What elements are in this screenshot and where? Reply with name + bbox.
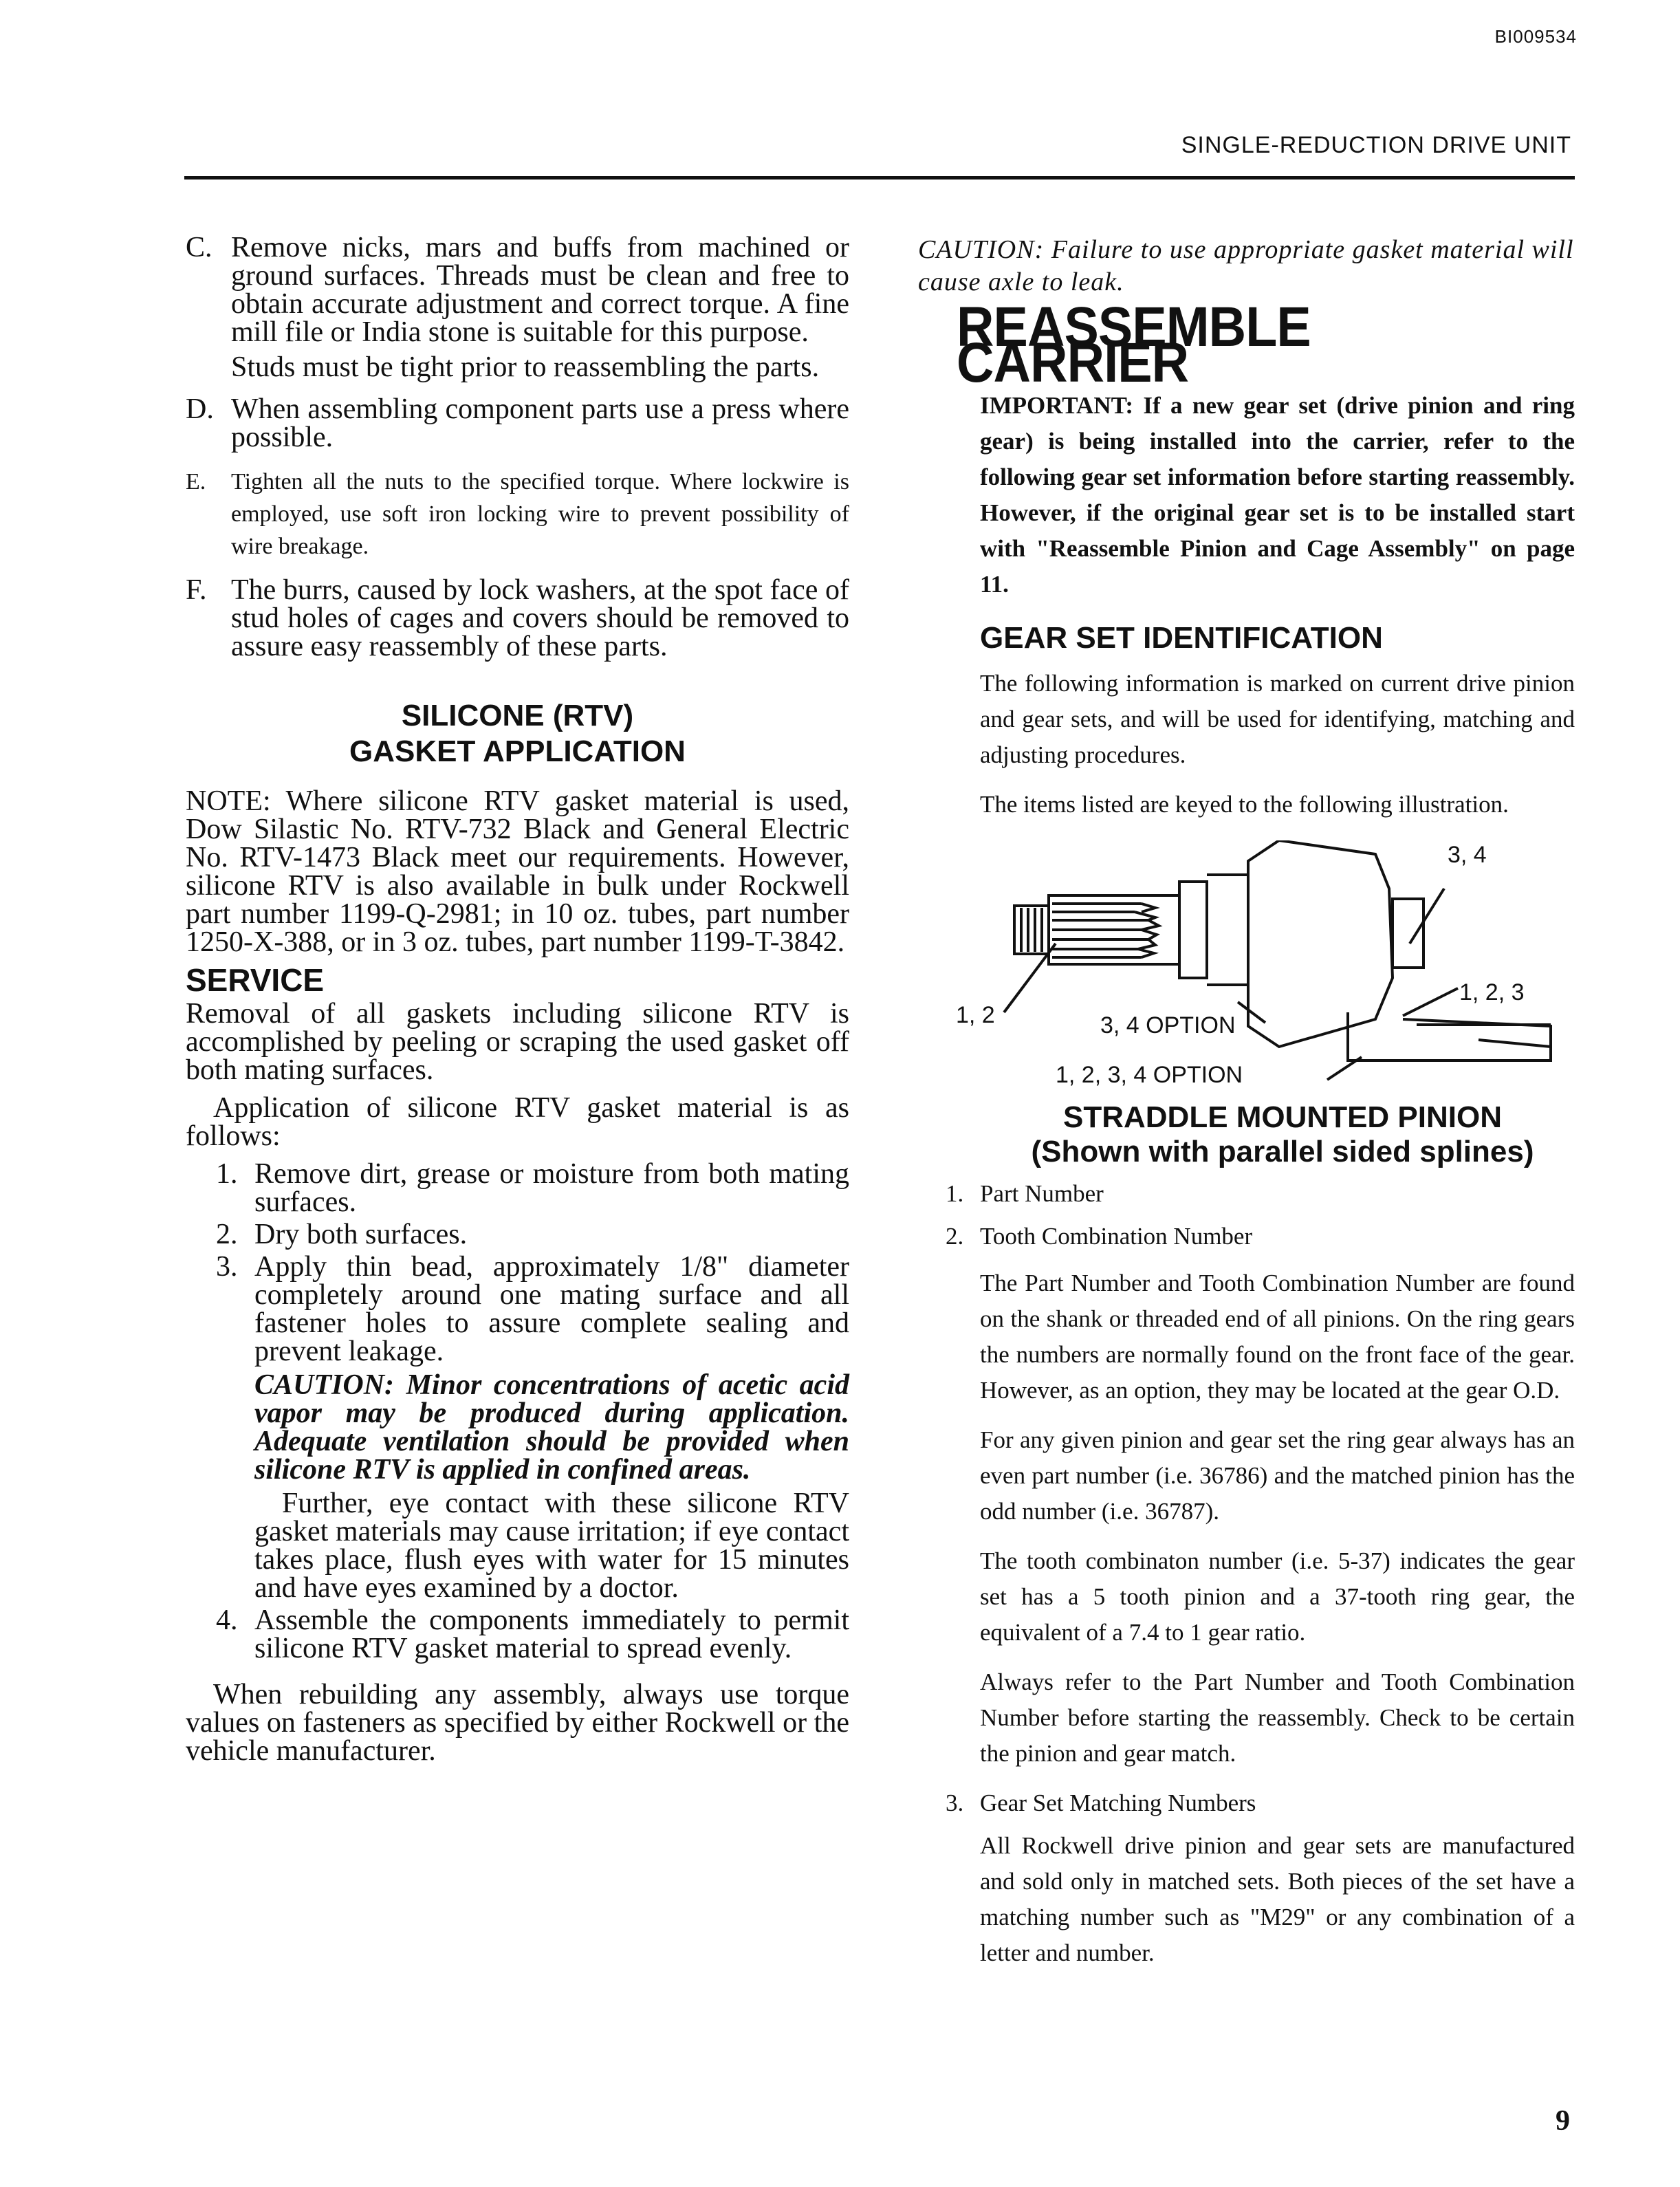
step-number: 4. [216,1604,238,1636]
closing-paragraph: When rebuilding any assembly, always use torque values on fasteners as specified by either Rockwell or the vehicle manufacturer. [186,1679,849,1767]
leader-3-4 [1410,889,1444,944]
list-item-d [186,395,849,452]
page-title: REASSEMBLE CARRIER [957,296,1311,394]
item-letter: D. [186,393,214,425]
always-refer-paragraph: Always refer to the Part Number and Tooth Combination Number before starting the reassembly. Check to be certain the pinion and gear match. [980,1668,1575,1767]
item-letter: C. [186,232,212,263]
item-text-2: Studs must be tight prior to reassembling the parts. [231,351,820,383]
step-number: 3. [216,1251,238,1283]
header-rule [184,176,1575,179]
step-number: 1. [216,1158,238,1190]
item-text: Remove nicks, mars and buffs from machined or ground surfaces. Threads must be clean and free to obtain accurate adjustment and correct torque. A fine mill file or India stone is suitable for this purpose. [231,232,849,348]
important-paragraph: IMPORTANT: If a new gear set (drive pinion and ring gear) is being installed into the carrier, refer to the following gear set information before starting reassembly. However, if the original gear set is to be installed start with "Reassemble Pinion and Cage Assembly" on page 11. [980,392,1575,598]
matching-numbers-paragraph: All Rockwell drive pinion and gear sets are manufactured and sold only in matched sets. Both pieces of the set have a matching number such as "M29" or any combination of a letter and number. [980,1832,1575,1966]
running-head: SINGLE-REDUCTION DRIVE UNIT [1181,132,1571,158]
step-text: Assemble the components immediately to permit silicone RTV gasket material to spread evenly. [254,1604,849,1664]
caution-gasket: CAUTION: Failure to use appropriate gasket material will cause axle to leak. [918,235,1574,296]
gear-paragraph-2: The items listed are keyed to the following illustration. [980,791,1509,818]
item-text: Tighten all the nuts to the specified torque. Where lockwire is employed, use soft iron locking wire to prevent possibility of wire breakage. [231,469,849,559]
list-number: 3. [946,1789,964,1816]
pinion-head [1248,840,1393,1047]
list-item-tooth-combination [946,1219,1575,1254]
list-item-matching-numbers [946,1785,1575,1821]
list-number: 1. [946,1180,964,1207]
step-text: Dry both surfaces. [254,1219,468,1250]
step-caution: CAUTION: Minor concentrations of acetic acid vapor may be produced during application. Adequate ventilation should be provided when silicone RTV is applied in confined areas. [254,1369,849,1486]
pinion-drawing [1004,840,1551,1080]
list-item-f [186,576,849,661]
list-text: Tooth Combination Number [980,1223,1253,1250]
silicone-heading-line-2: GASKET APPLICATION [349,735,686,768]
step-text: Apply thin bead, approximately 1/8" diameter completely around one mating surface and all fastener holes to assure complete sealing and prevent leakage. [254,1251,849,1367]
label-3-4-option: 3, 4 OPTION [1100,1012,1236,1038]
bearing-block [1348,1012,1551,1060]
pinion-diagram [935,840,1575,1102]
numbers-location-paragraph: The Part Number and Tooth Combination Number are found on the shank or threaded end of all pinions. On the ring gears the numbers are normally found on the front face of the gear. However, as an option, they may be located at the gear O.D. [980,1270,1575,1404]
item-letter: F. [186,574,207,606]
application-intro: Application of silicone RTV gasket material is as follows: [186,1092,849,1152]
pinion-body [1179,882,1207,978]
note-paragraph: NOTE: Where silicone RTV gasket material is used, Dow Silastic No. RTV-732 Black and General Electric No. RTV-1473 Black meet our requirements. However, silicone RTV is also available in bulk under Rockwell part number 1199-Q-2981; in 10 oz. tubes, part number 1250-X-388, or in 3 oz. tubes, part number 1199-T-3842. [186,785,849,958]
figure-caption-line-2: (Shown with parallel sided splines) [1031,1135,1534,1168]
left-column [186,234,849,1775]
step-text: Remove dirt, grease or moisture from both mating surfaces. [254,1158,849,1218]
right-column-lower [918,1176,1575,1985]
silicone-heading-line-1: SILICONE (RTV) [401,699,634,732]
figure-caption-line-1: STRADDLE MOUNTED PINION [1063,1100,1502,1134]
step-1 [186,1160,849,1217]
label-1-2: 1, 2 [956,1002,995,1028]
leader-1-2-3-4-option [1327,1057,1362,1080]
figure-caption [990,1100,1575,1169]
gear-set-heading: GEAR SET IDENTIFICATION [980,621,1383,655]
service-heading: SERVICE [186,962,325,998]
document-id: BI009534 [1494,26,1577,47]
step-3 [186,1253,849,1602]
threaded-end [1014,906,1049,954]
list-text: Part Number [980,1180,1104,1207]
label-1-2-3: 1, 2, 3 [1459,979,1525,1005]
step-2 [186,1221,849,1249]
right-column [918,234,1575,823]
list-number: 2. [946,1223,964,1250]
list-text: Gear Set Matching Numbers [980,1789,1256,1816]
list-item-part-number [946,1176,1575,1212]
pinion-stub [1393,899,1423,968]
page-number: 9 [1556,2105,1570,2137]
even-odd-paragraph: For any given pinion and gear set the ring gear always has an even part number (i.e. 36786) and the matched pinion has the odd number (i.e. 36787). [980,1426,1575,1525]
label-3-4: 3, 4 [1448,842,1487,868]
item-text: When assembling component parts use a press where possible. [231,393,849,453]
list-item-c [186,234,849,382]
item-text: The burrs, caused by lock washers, at the spot face of stud holes of cages and covers should be removed to assure easy reassembly of these parts. [231,574,849,662]
silicone-heading [186,698,849,770]
step-further: Further, eye contact with these silicone RTV gasket materials may cause irritation; if eye contact takes place, flush eyes with water for 15 minutes and have eyes examined by a doctor. [254,1488,849,1604]
label-1-2-3-4-option: 1, 2, 3, 4 OPTION [1056,1062,1243,1088]
service-paragraph: Removal of all gaskets including silicone RTV is accomplished by peeling or scraping the used gasket off both mating surfaces. [186,998,849,1086]
step-number: 2. [216,1219,238,1250]
gear-paragraph-1: The following information is marked on current drive pinion and gear sets, and will be used for identifying, matching and adjusting procedures. [980,670,1575,768]
leader-3-4-option [1238,1002,1265,1023]
step-4 [186,1604,849,1664]
list-item-e [186,466,849,563]
item-letter: E. [186,469,206,494]
tooth-combination-paragraph: The tooth combinaton number (i.e. 5-37) indicates the gear set has a 5 tooth pinion and a 37-tooth ring gear, the equivalent of a 7.4 to 1 gear ratio. [980,1547,1575,1646]
leader-1-2-3 [1403,988,1458,1016]
